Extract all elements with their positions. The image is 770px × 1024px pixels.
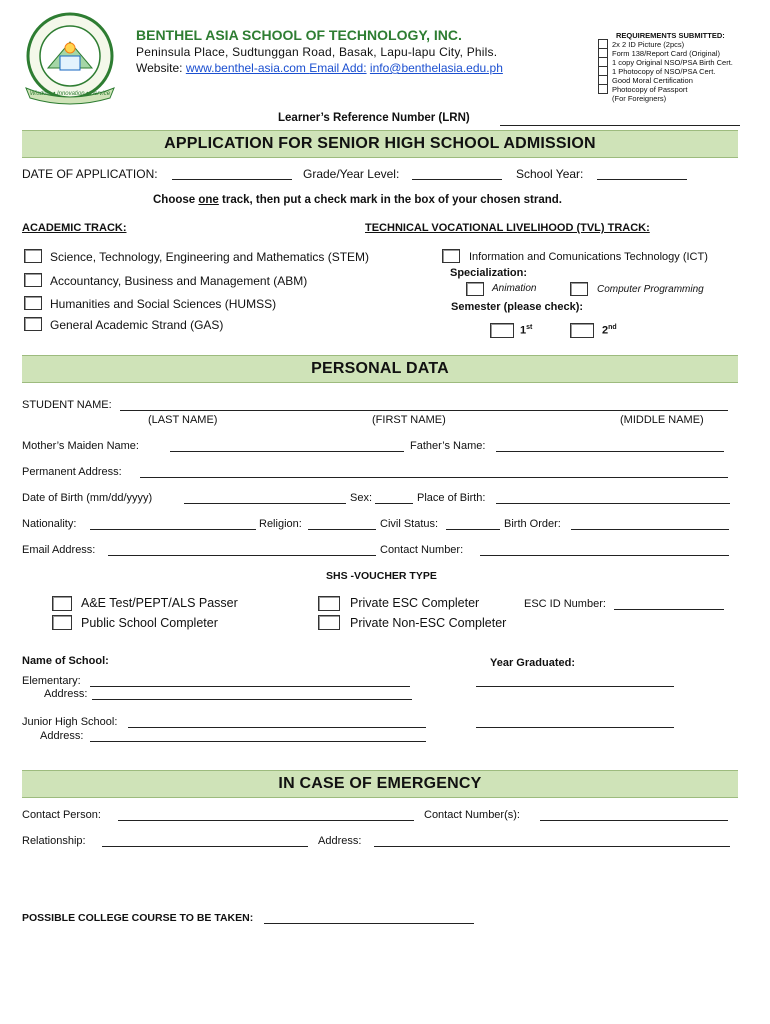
ae-test-label: A&E Test/PEPT/ALS Passer — [81, 596, 238, 610]
nationality-input[interactable] — [90, 529, 256, 530]
mother-name-label: Mother’s Maiden Name: — [22, 440, 139, 452]
requirement-checkbox[interactable] — [598, 84, 608, 94]
emergency-address-input[interactable] — [374, 846, 730, 847]
religion-label: Religion: — [259, 518, 302, 530]
year-graduated-label: Year Graduated: — [490, 657, 575, 669]
abm-label: Accountancy, Business and Management (ABM) — [50, 274, 308, 288]
first-semester-label — [520, 324, 532, 337]
emergency-heading: IN CASE OF EMERGENCY — [22, 770, 738, 798]
jhs-year-input[interactable] — [476, 727, 674, 728]
email-address-input[interactable] — [108, 555, 376, 556]
logo-motto — [24, 91, 116, 97]
ict-checkbox[interactable] — [442, 249, 460, 263]
gas-checkbox[interactable] — [24, 317, 42, 331]
requirement-label: 1 Photocopy of NSO/PSA Cert. — [612, 67, 716, 76]
private-esc-label: Private ESC Completer — [350, 596, 480, 610]
middle-name-caption: (MIDDLE NAME) — [620, 414, 704, 426]
animation-label: Animation — [492, 283, 537, 294]
abm-checkbox[interactable] — [24, 273, 42, 287]
student-name-label: STUDENT NAME: — [22, 399, 112, 411]
birth-order-label: Birth Order: — [504, 518, 561, 530]
birth-order-input[interactable] — [571, 529, 729, 530]
requirements-title: REQUIREMENTS SUBMITTED: — [616, 31, 725, 40]
jhs-input[interactable] — [128, 727, 426, 728]
contact-number-label: Contact Number: — [380, 544, 464, 556]
tvl-track-heading: TECHNICAL VOCATIONAL LIVELIHOOD (TVL) TRACK: — [365, 222, 650, 234]
emergency-contact-number-input[interactable] — [540, 820, 728, 821]
personal-data-heading: PERSONAL DATA — [22, 355, 738, 383]
requirement-label: 1 copy Original NSO/PSA Birth Cert. — [612, 58, 733, 67]
last-name-caption: (LAST NAME) — [148, 414, 218, 426]
track-instructions — [153, 194, 562, 206]
grade-level-label: Grade/Year Level: — [303, 167, 400, 181]
first-semester-number: 1 — [520, 324, 527, 337]
ict-label: Information and Comunications Technology (ICT) — [469, 251, 708, 263]
date-of-birth-label: Date of Birth (mm/dd/yyyy) — [22, 492, 153, 504]
email-address-label: Email Address: — [22, 544, 96, 556]
relationship-input[interactable] — [102, 846, 308, 847]
civil-status-input[interactable] — [446, 529, 500, 530]
requirement-label: 2x 2 ID Picture (2pcs) — [612, 40, 685, 49]
mother-name-input[interactable] — [170, 451, 404, 452]
jhs-address-input[interactable] — [90, 741, 426, 742]
name-of-school-label: Name of School: — [22, 655, 109, 667]
specialization-label: Specialization: — [450, 267, 528, 279]
esc-id-label: ESC ID Number: — [524, 598, 606, 610]
emergency-address-label: Address: — [318, 835, 362, 847]
student-name-input[interactable] — [120, 410, 728, 411]
requirement-label: Photocopy of Passport — [612, 85, 688, 94]
relationship-label: Relationship: — [22, 835, 86, 847]
instructions-emph: one — [198, 194, 219, 206]
second-semester-checkbox[interactable] — [570, 323, 594, 338]
nationality-label: Nationality: — [22, 518, 77, 530]
place-of-birth-label: Place of Birth: — [417, 492, 486, 504]
jhs-address-label: Address: — [40, 730, 84, 742]
website-link[interactable]: www.benthel-asia.com — [185, 61, 310, 75]
school-year-label: School Year: — [516, 167, 584, 181]
ae-test-checkbox[interactable] — [52, 596, 72, 611]
contact-person-input[interactable] — [118, 820, 414, 821]
first-semester-suffix: st — [526, 324, 533, 331]
sex-label: Sex: — [350, 492, 373, 504]
date-of-birth-input[interactable] — [184, 503, 346, 504]
form-title: APPLICATION FOR SENIOR HIGH SCHOOL ADMISSION — [22, 130, 738, 158]
college-course-input[interactable] — [264, 923, 474, 924]
requirement-label: Form 138/Report Card (Original) — [612, 49, 720, 58]
date-of-application-label: DATE OF APPLICATION: — [22, 167, 158, 181]
emergency-contact-number-label: Contact Number(s): — [424, 809, 520, 821]
email-label: Email Add: — [309, 61, 367, 75]
school-year-input[interactable] — [597, 179, 687, 180]
esc-id-input[interactable] — [614, 609, 724, 610]
father-name-label: Father’s Name: — [410, 440, 486, 452]
school-name: BENTHEL ASIA SCHOOL OF TECHNOLOGY, INC. — [136, 27, 462, 43]
religion-input[interactable] — [308, 529, 376, 530]
computer-programming-label: Computer Programming — [597, 284, 704, 295]
contact-person-label: Contact Person: — [22, 809, 101, 821]
lrn-label: Learner’s Reference Number (LRN) — [278, 112, 470, 124]
elementary-address-label: Address: — [44, 688, 88, 700]
elementary-year-input[interactable] — [476, 686, 674, 687]
instructions-post: track, then put a check mark in the box of your chosen strand. — [218, 194, 562, 206]
requirement-label: (For Foreigners) — [612, 94, 667, 103]
sex-input[interactable] — [375, 503, 413, 504]
private-non-esc-label: Private Non-ESC Completer — [350, 616, 507, 630]
second-semester-number: 2 — [602, 324, 609, 337]
email-link[interactable]: info@benthelasia.edu.ph — [369, 61, 503, 75]
private-esc-checkbox[interactable] — [318, 596, 340, 611]
stem-label: Science, Technology, Engineering and Mathematics (STEM) — [50, 250, 370, 264]
website-label: Website: — [136, 61, 183, 75]
elementary-label: Elementary: — [22, 675, 81, 687]
civil-status-label: Civil Status: — [380, 518, 439, 530]
permanent-address-label: Permanent Address: — [22, 466, 122, 478]
instructions-pre: Choose — [153, 194, 199, 206]
public-school-checkbox[interactable] — [52, 615, 72, 630]
humss-label: Humanities and Social Sciences (HUMSS) — [50, 297, 277, 311]
college-course-label: POSSIBLE COLLEGE COURSE TO BE TAKEN: — [22, 912, 254, 924]
semester-label: Semester (please check): — [451, 301, 584, 313]
academic-track-heading: ACADEMIC TRACK: — [22, 222, 127, 234]
lrn-input[interactable] — [500, 125, 740, 126]
father-name-input[interactable] — [496, 451, 724, 452]
logo-motto-text: Wisdom • Innovation • Service — [29, 91, 111, 97]
first-name-caption: (FIRST NAME) — [372, 414, 446, 426]
first-semester-checkbox[interactable] — [490, 323, 514, 338]
gas-label: General Academic Strand (GAS) — [50, 318, 224, 332]
voucher-heading: SHS -VOUCHER TYPE — [326, 570, 437, 582]
requirement-label: Good Moral Certification — [612, 76, 693, 85]
date-of-application-input[interactable] — [172, 179, 292, 180]
grade-level-input[interactable] — [412, 179, 502, 180]
place-of-birth-input[interactable] — [496, 503, 730, 504]
school-address: Peninsula Place, Sudtunggan Road, Basak, Lapu-lapu City, Phils. — [136, 45, 498, 59]
elementary-address-input[interactable] — [92, 699, 412, 700]
elementary-input[interactable] — [90, 686, 410, 687]
permanent-address-input[interactable] — [140, 477, 728, 478]
jhs-label: Junior High School: — [22, 716, 118, 728]
school-contacts — [136, 61, 503, 75]
humss-checkbox[interactable] — [24, 296, 42, 310]
animation-checkbox[interactable] — [466, 282, 484, 296]
stem-checkbox[interactable] — [24, 249, 42, 263]
second-semester-label — [602, 324, 617, 337]
private-non-esc-checkbox[interactable] — [318, 615, 340, 630]
contact-number-input[interactable] — [480, 555, 729, 556]
second-semester-suffix: nd — [608, 324, 617, 331]
public-school-label: Public School Completer — [81, 616, 218, 630]
computer-programming-checkbox[interactable] — [570, 282, 588, 296]
